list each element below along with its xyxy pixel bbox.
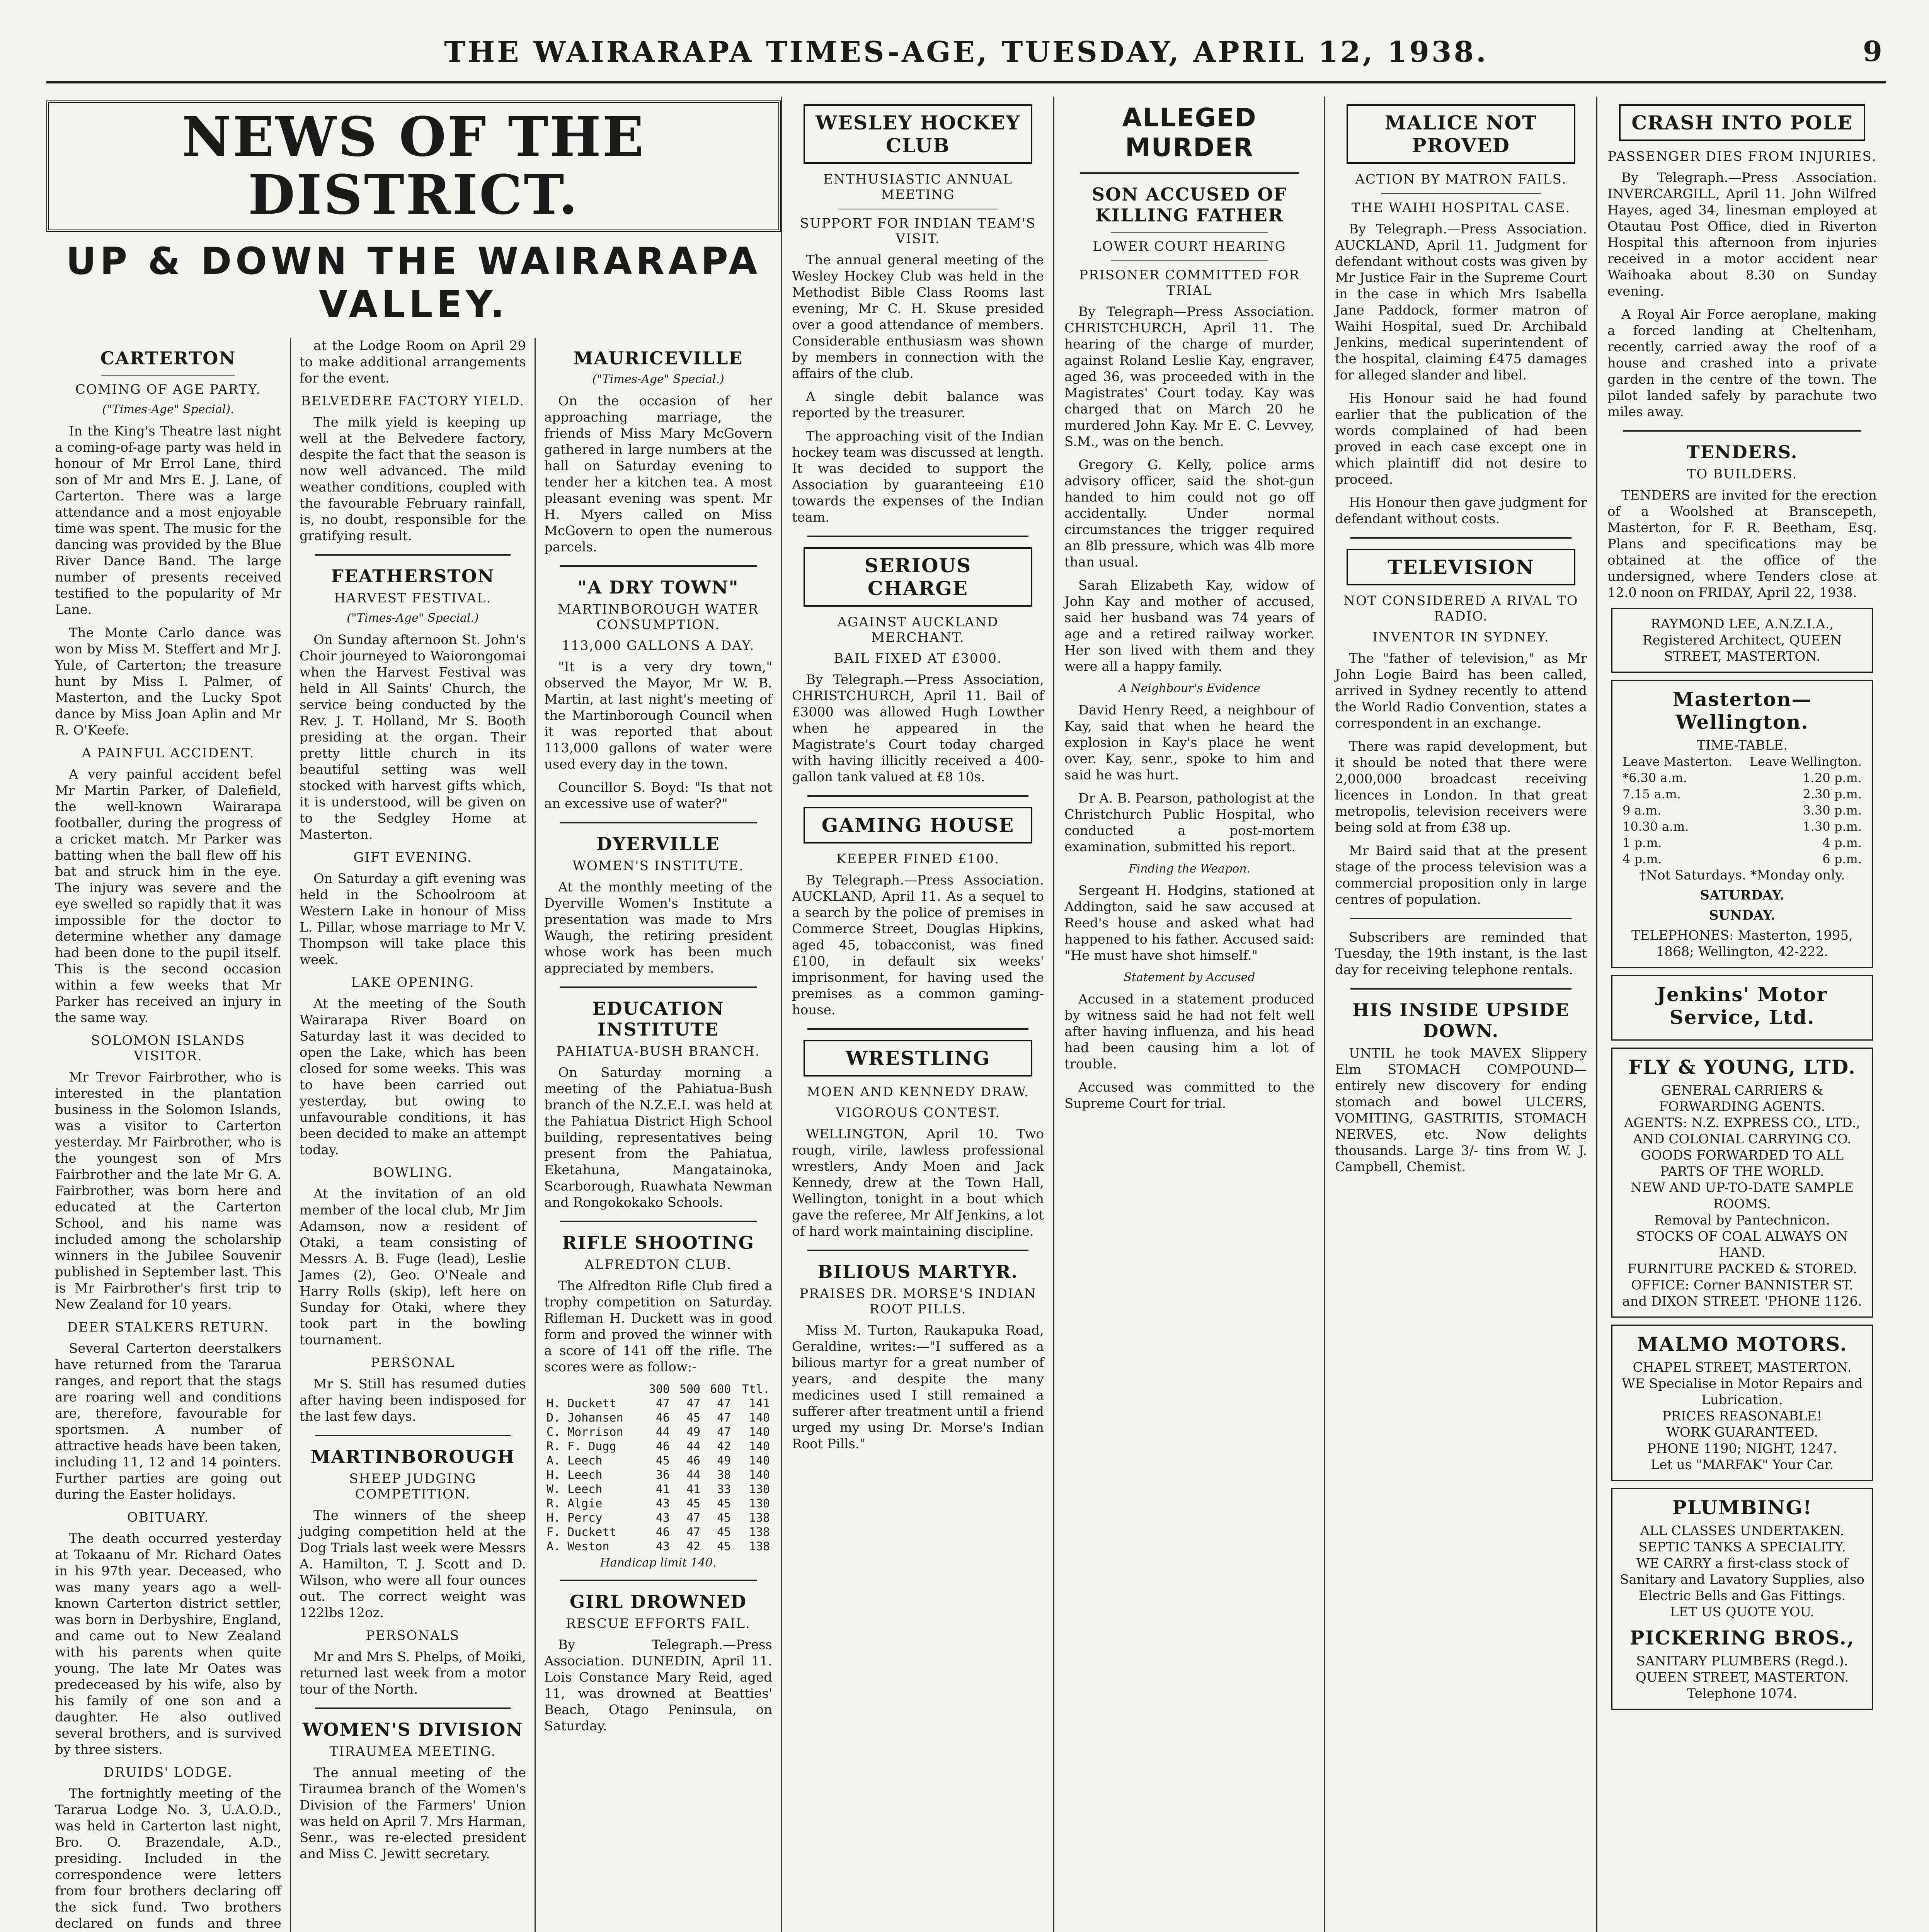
solomon-heading: SOLOMON ISLANDS VISITOR.	[91, 1033, 245, 1064]
mauriceville-heading: MAURICEVILLE	[573, 348, 743, 369]
column-5	[1055, 97, 1324, 1932]
wesley-sub2: SUPPORT FOR INDIAN TEAM'S VISIT.	[800, 216, 1036, 247]
table-row	[544, 1439, 772, 1454]
article-text: His Honour then gave judgment for defendant without costs.	[1335, 495, 1587, 527]
article-text: His Honour said he had found earlier that the publication of the words complained of had been proved in each case except one in which plaintiff did not desire to proceed.	[1335, 391, 1587, 487]
rifle-scores-table	[544, 1382, 772, 1554]
article-text: Councillor S. Boyd: "Is that not an excessive use of water?"	[544, 780, 772, 811]
divider	[1350, 537, 1571, 539]
murder-heading: ALLEGED MURDER	[1122, 103, 1257, 162]
table-cell: 140	[749, 1454, 770, 1468]
table-cell: 138	[749, 1540, 770, 1553]
table-row	[544, 1482, 772, 1497]
divider	[807, 795, 1028, 797]
ad-line: CHAPEL STREET, MASTERTON.	[1633, 1360, 1852, 1375]
article-text: "It is a very dry town," observed the Mayor, Mr W. B. Martin, at last night's meeting of the Martinborough Council when it was reported that about 113,000 gallons of water were used every day in the town.	[544, 659, 772, 772]
article-text: The approaching visit of the Indian hockey team was discussed at length. It was decided to support the Association by guaranteeing £10 towards the expenses of the Indian team.	[792, 429, 1044, 525]
divider	[315, 1435, 511, 1436]
table-cell: 141	[749, 1397, 770, 1410]
divider	[1350, 988, 1571, 990]
ad-line: SANITARY PLUMBERS (Regd.). QUEEN STREET, MASTERTON. Telephone 1074.	[1635, 1653, 1849, 1701]
table-cell: 44	[686, 1440, 701, 1453]
article-text: Sergeant H. Hodgins, stationed at Addington, said he saw accused at Reed's house and asked what had happened to his father. Accused said: "He must have shot himself."	[1064, 883, 1314, 963]
special-note: ("Times-Age" Special.)	[592, 372, 724, 386]
dry-town-sub2: 113,000 GALLONS A DAY.	[562, 638, 755, 653]
malice-heading: MALICE NOT PROVED	[1347, 104, 1575, 164]
table-cell: 6 p.m.	[1822, 852, 1862, 866]
table-cell: 130	[749, 1497, 770, 1510]
fly-young-heading: FLY & YOUNG, LTD.	[1628, 1056, 1856, 1078]
table-cell: 45	[717, 1540, 731, 1553]
article-text: Dr A. B. Pearson, pathologist at the Christchurch Public Hospital, who conducted a post-mortem examination, submitted his report.	[1064, 791, 1314, 855]
handicap-note: Handicap limit 140.	[600, 1556, 717, 1570]
table-cell: F. Duckett	[547, 1526, 616, 1539]
article-text: In the King's Theatre last night a coming-of-age party was held in honour of Mr Errol Lane, third son of Mr and Mrs E. J. Lane, of Carterton. There was a large attendance and a most enjoyable time was spent. The music for the dancing was provided by the Blue River Dance Band. The large number of presents received testified to the popularity of Mr Lane.	[55, 423, 281, 617]
gaming-sub: KEEPER FINED £100.	[836, 851, 1000, 867]
table-cell: 3.30 p.m.	[1803, 803, 1862, 818]
malice-sub: ACTION BY MATRON FAILS.	[1355, 172, 1567, 187]
wesley-heading: WESLEY HOCKEY CLUB	[804, 104, 1032, 164]
table-cell: 46	[655, 1411, 670, 1425]
serious-sub2: BAIL FIXED AT £3000.	[834, 651, 1002, 666]
murder-sub: SON ACCUSED OF KILLING FATHER	[1091, 184, 1287, 226]
table-cell: 1.30 p.m.	[1803, 819, 1862, 834]
ad-line: STOCKS OF COAL ALWAYS ON HAND.	[1636, 1229, 1848, 1260]
wrestling-sub2: VIGOROUS CONTEST.	[835, 1105, 1001, 1121]
table-cell: 138	[749, 1511, 770, 1525]
page-number: 9	[1863, 35, 1882, 68]
article-text: WELLINGTON, April 10. Two rough, virile, lawless professional wrestlers, Andy Moen and Jack Kennedy, drew at the Town Hall, Wellington, tonight in a bout which gave the referee, Mr Alf Jenkins, a lot of hard work maintaining discipline.	[792, 1126, 1044, 1239]
martinborough-heading: MARTINBOROUGH	[310, 1446, 515, 1467]
article-text: On Saturday a gift evening was held in the Schoolroom at Western Lake in honour of Miss L. Pillar, whose marriage to Mr V. Thompson will take place this week.	[300, 871, 526, 968]
crash-heading: CRASH INTO POLE	[1619, 104, 1865, 141]
serious-sub: AGAINST AUCKLAND MERCHANT.	[837, 614, 999, 645]
divider	[1350, 918, 1571, 919]
table-cell: H. Percy	[547, 1511, 603, 1525]
rifle-sub: ALFREDTON CLUB.	[584, 1257, 732, 1272]
table-cell: *6.30 a.m.	[1623, 770, 1687, 785]
advert-text: TENDERS are invited for the erection of a Woolshed at Branscepeth, Masterton, for F. R. Beetham, Esq. Plans and specifications may be obtained at the office of the undersigned, where Tenders close at 12.0 noon on FRIDAY, April 22, 1938.	[1607, 488, 1877, 600]
table-cell: 47	[655, 1397, 670, 1410]
article-text: The Alfredton Rifle Club fired a trophy competition on Saturday. Rifleman H. Duckett was in good form and proved the winner with a score of 141 off the rifle. The scores were as follow:-	[544, 1278, 772, 1375]
column-7	[1598, 97, 1886, 1932]
coming-of-age-heading: COMING OF AGE PARTY.	[75, 382, 261, 397]
table-cell: 49	[686, 1425, 701, 1439]
table-cell: 45	[655, 1454, 670, 1468]
table-cell: 46	[655, 1526, 670, 1539]
table-cell: 45	[686, 1497, 701, 1510]
column-4	[783, 97, 1053, 1932]
ad-line: GENERAL CARRIERS & FORWARDING AGENTS.	[1659, 1083, 1825, 1114]
table-cell: H. Leech	[547, 1468, 603, 1482]
dyerville-sub: WOMEN'S INSTITUTE.	[572, 858, 744, 874]
table-cell: 1 p.m.	[1623, 835, 1662, 850]
tenders-sub: TO BUILDERS.	[1687, 466, 1798, 482]
table-cell: 41	[686, 1483, 701, 1496]
article-text: The winners of the sheep judging competition held at the Dog Trials last week were Messrs A. Hamilton, T. J. Scott and D. Wilson, who were all four ounces out. The correct weight was 122lbs 12oz.	[300, 1508, 526, 1621]
article-text: Miss M. Turton, Raukapuka Road, Geraldine, writes:—"I suffered as a bilious martyr for a great number of years, and despite the many medicines used I still remained a sufferer after treatment until a friend urged my using Dr. Morse's Indian Root Pills."	[792, 1323, 1044, 1452]
television-heading: TELEVISION	[1347, 549, 1575, 585]
ad-line: GOODS FORWARDED TO ALL PARTS OF THE WORLD.	[1640, 1148, 1844, 1179]
table-cell: 43	[655, 1540, 670, 1553]
wrestling-heading: WRESTLING	[804, 1040, 1032, 1077]
table-cell: 44	[655, 1425, 670, 1439]
divider	[1111, 260, 1268, 261]
table-cell: D. Johansen	[547, 1411, 623, 1425]
ad-line: WORK GUARANTEED.	[1666, 1425, 1818, 1440]
table-cell: 140	[749, 1411, 770, 1425]
article-text: Mr Trevor Fairbrother, who is interested in the plantation business in the Solomon Islands, was a visitor to Carterton yesterday. Mr Fairbrother, who is the youngest son of Mrs Fairbrother and the late Mr G. A. Fairbrother, was born here and educated at the Carterton School, and his name was included among the scholarship winners in the Jubilee Souvenir published in September last. This is Mr Fairbrother's first trip to New Zealand for 10 years.	[55, 1070, 281, 1312]
fly-young-ad	[1611, 1048, 1873, 1318]
architect-ad	[1611, 608, 1873, 673]
table-cell: 138	[749, 1526, 770, 1539]
divider	[807, 536, 1028, 537]
murder-sub3: PRISONER COMMITTED FOR TRIAL	[1079, 267, 1300, 298]
table-row	[544, 1411, 772, 1425]
column-rule	[781, 97, 782, 1932]
table-row	[544, 1511, 772, 1525]
wesley-sub: ENTHUSIASTIC ANNUAL MEETING	[823, 172, 1013, 202]
table-cell: 45	[717, 1511, 731, 1525]
special-note: ("Times-Age" Special.)	[347, 611, 479, 625]
table-header-cell: Ttl.	[742, 1383, 770, 1396]
column-rule	[1053, 97, 1054, 1932]
table-row	[1619, 802, 1865, 818]
article-text: At the monthly meeting of the Dyerville Women's Institute a presentation was made to Mrs Waugh, the retiring president whose work has been much appreciated by members.	[544, 879, 772, 976]
table-cell: 1.20 p.m.	[1803, 770, 1862, 785]
article-text: There was rapid development, but it should be noted that there were 2,000,000 broadcast receiving licences in London. In that great metropolis, television receivers were being sold at from £38 up.	[1335, 739, 1587, 835]
article-text: A single debit balance was reported by the treasurer.	[792, 389, 1044, 421]
tenders-heading: TENDERS.	[1686, 442, 1798, 463]
article-text: By Telegraph.—Press Association. AUCKLAND, April 11. As a sequel to a search by the police of premises in Commerce Street, Douglas Hipkins, aged 45, tobacconist, was fined £100, in default six weeks' imprisonment, for having used the premises as a common gaming-house.	[792, 872, 1044, 1018]
table-cell: R. Algie	[547, 1497, 603, 1510]
divider	[1623, 430, 1861, 432]
divider	[1111, 232, 1268, 233]
druids-heading: DRUIDS' LODGE.	[103, 1765, 233, 1780]
table-cell: 4 p.m.	[1822, 835, 1862, 850]
table-header-cell: 500	[679, 1383, 701, 1396]
table-cell: A. Weston	[547, 1540, 610, 1553]
upside-heading: HIS INSIDE UPSIDE DOWN.	[1352, 1000, 1570, 1041]
table-cell: C. Morrison	[547, 1425, 623, 1439]
article-text: Gregory G. Kelly, police arms advisory officer, said the shot-gun handed to him could not go off accidentally. Under normal circumstances the trigger required an 8lb pressure, which was 4lb more than usual.	[1064, 457, 1314, 570]
jenkins-ad	[1611, 975, 1873, 1041]
table-cell: 45	[717, 1526, 731, 1539]
bilious-sub: PRAISES DR. MORSE'S INDIAN ROOT PILLS.	[799, 1286, 1037, 1317]
plumbing-ad	[1611, 1488, 1873, 1710]
table-cell: 140	[749, 1468, 770, 1482]
ad-line: Removal by Pantechnicon.	[1654, 1213, 1830, 1228]
masterton-wellington-heading: Masterton—Wellington.	[1672, 688, 1812, 733]
gaming-house-heading: GAMING HOUSE	[804, 807, 1032, 844]
divider	[560, 565, 757, 567]
table-header-cell: 600	[710, 1383, 731, 1396]
ad-line: LET US QUOTE YOU.	[1670, 1604, 1814, 1620]
divider	[807, 1250, 1028, 1251]
article-text: The Monte Carlo dance was won by Miss M. Steffert and Mr J. Yule, of Carterton; the treasure hunt by Miss I. Palmer, of Masterton, and the Lucky Spot dance by Miss Joan Aplin and Mr R. O'Keefe.	[55, 625, 281, 738]
table-cell: 49	[717, 1454, 731, 1468]
table-cell: 130	[749, 1483, 770, 1496]
divider	[101, 375, 235, 376]
district-title-box	[46, 100, 781, 232]
advert-text: UNTIL he took MAVEX Slippery Elm STOMACH COMPOUND—entirely new discovery for ending stomach and bowel ULCERS, VOMITING, GASTRITIS, STOMACH NERVES, etc. Now delights thousands. Large 3/- tins from W. J. Campbell, Chemist.	[1335, 1046, 1587, 1175]
ad-line: NEW AND UP-TO-DATE SAMPLE ROOMS.	[1630, 1180, 1854, 1212]
dry-town-sub: MARTINBOROUGH WATER CONSUMPTION.	[557, 602, 759, 633]
column-rule	[1324, 97, 1325, 1932]
table-cell: 44	[686, 1468, 701, 1482]
table-row	[544, 1539, 772, 1554]
table-cell: 4 p.m.	[1623, 852, 1662, 866]
table-row	[544, 1468, 772, 1482]
personal-heading: PERSONAL	[371, 1355, 455, 1371]
plumbing-heading: PLUMBING!	[1672, 1496, 1812, 1519]
article-text: The fortnightly meeting of the Tararua Lodge No. 3, U.A.O.D., was held in Carterton last night, Bro. O. Brazendale, A.D., presiding. Included in the correspondence were letters from four brothers declaring off the sick fund. Two brothers declared on funds and three	[55, 1786, 281, 1931]
article-text: On Saturday morning a meeting of the Pahiatua-Bush branch of the N.Z.E.I. was held at the Pahiatua District High School building, representatives being present from the Pahiatua, Eketahuna, Mangatainoka, Scarborough, Ruawhata Newman and Rongokokako Schools.	[544, 1065, 772, 1210]
column-3	[536, 338, 781, 1932]
divider	[560, 1580, 757, 1581]
timetable-table	[1619, 753, 1865, 867]
ad-line: WE CARRY a first-class stock of Sanitary and Lavatory Supplies, also Electric Bells and Gas Fittings.	[1620, 1556, 1864, 1604]
table-header	[1619, 753, 1865, 770]
ad-line: ALL CLASSES UNDERTAKEN. SEPTIC TANKS A SPECIALITY.	[1638, 1523, 1846, 1555]
ad-line: PHONE 1190; NIGHT, 1247.	[1647, 1441, 1837, 1456]
rifle-heading: RIFLE SHOOTING	[562, 1232, 754, 1253]
ad-line: WE Specialise in Motor Repairs and Lubrication.	[1621, 1376, 1863, 1408]
divider	[560, 986, 757, 988]
architect-line: RAYMOND LEE, A.N.Z.I.A., Registered Architect, QUEEN STREET, MASTERTON.	[1642, 616, 1842, 664]
statement-heading: Statement by Accused	[1124, 971, 1255, 984]
murder-sub2: LOWER COURT HEARING	[1093, 239, 1286, 254]
girl-drowned-sub: RESCUE EFFORTS FAIL.	[566, 1616, 751, 1631]
masthead-title: THE WAIRARAPA TIMES-AGE, TUESDAY, APRIL 12, 1938.	[444, 36, 1488, 69]
article-text: The annual meeting of the Tiraumea branch of the Women's Division of the Farmers' Union was held on April 7. Mrs Harman, Senr., was re-elected president and Miss C. Jewitt secretary.	[300, 1765, 526, 1862]
divider	[560, 1221, 757, 1222]
table-cell: 47	[686, 1397, 701, 1410]
article-text: Sarah Elizabeth Kay, widow of John Kay and mother of accused, said her husband was 74 years of age and a retired railway worker. Her son lived with them and they were all a happy family.	[1064, 578, 1314, 674]
table-row	[1619, 770, 1865, 786]
sunday-heading: SUNDAY.	[1709, 908, 1776, 923]
harvest-heading: HARVEST FESTIVAL.	[334, 590, 492, 606]
district-news	[46, 97, 781, 1932]
education-sub: PAHIATUA-BUSH BRANCH.	[556, 1044, 760, 1059]
pickering-heading: PICKERING BROS.,	[1629, 1626, 1855, 1649]
saturday-heading: SATURDAY.	[1700, 888, 1784, 903]
article-text: Several Carterton deerstalkers have returned from the Tararua ranges, and report that the stags are roaring well and conditions are, therefore, favourable for sportsmen. A number of attractive heads have been taken, including 11, 12 and 14 pointers. Further parties are going out during the Easter holidays.	[55, 1341, 281, 1502]
table-cell: 42	[686, 1540, 701, 1553]
divider	[315, 554, 511, 556]
wrestling-sub: MOEN AND KENNEDY DRAW.	[807, 1084, 1029, 1100]
obituary-heading: OBITUARY.	[127, 1510, 209, 1525]
table-cell: 2.30 p.m.	[1803, 787, 1862, 801]
article-text: By Telegraph.—Press Association. AUCKLAND, April 11. Judgment for defendant without costs was given by Mr Justice Fair in the Supreme Court in the case in which Mrs Isabella Jane Paddock, former matron of Waihi Hospital, sued Dr. Archibald Jenkins, medical superintendent of the hospital, claiming £475 damages for alleged slander and libel.	[1335, 221, 1587, 383]
table-cell: 46	[686, 1454, 701, 1468]
table-row	[1619, 818, 1865, 835]
special-note: ("Times-Age" Special).	[102, 403, 234, 416]
article-text: Mr S. Still has resumed duties after having been indisposed for the last few days.	[300, 1376, 526, 1424]
ad-line: AGENTS: N.Z. EXPRESS CO., LTD., AND COLONIAL CARRYING CO.	[1624, 1115, 1861, 1147]
article-text: A Royal Air Force aeroplane, making a forced landing at Cheltenham, recently, carried away the roof of a house and crashed into a private garden in the centre of the town. The pilot landed safely by parachute two miles away.	[1607, 307, 1877, 420]
dyerville-heading: DYERVILLE	[596, 833, 720, 854]
malmo-ad	[1611, 1325, 1873, 1481]
article-text: The "father of television," as Mr John Logie Baird has been called, arrived in Sydney recently to attend the World Radio Convention, states a correspondent in an exchange.	[1335, 651, 1587, 731]
column-6	[1326, 97, 1596, 1932]
crash-sub: PASSENGER DIES FROM INJURIES.	[1607, 149, 1877, 164]
timetable-note: †Not Saturdays. *Monday only.	[1639, 867, 1845, 883]
article-text: At the meeting of the South Wairarapa River Board on Saturday last it was decided to open the Lake, which has been closed for some weeks. This was to have been carried out yesterday, but owing to unfavourable conditions, it has been decided to make an attempt today.	[300, 996, 526, 1158]
table-header-cell	[544, 1382, 642, 1396]
table-row	[544, 1396, 772, 1411]
malice-sub2: THE WAIHI HOSPITAL CASE.	[1351, 200, 1571, 216]
ad-line: FURNITURE PACKED & STORED.	[1627, 1261, 1857, 1277]
table-header-cell: 300	[649, 1383, 670, 1396]
deer-heading: DEER STALKERS RETURN.	[67, 1320, 269, 1335]
column-2	[291, 338, 536, 1932]
table-cell: 140	[749, 1440, 770, 1453]
article-text: By Telegraph—Press Association. CHRISTCHURCH, April 11. The hearing of the charge of murder, against Roland Leslie Kay, engraver, aged 36, was proceeded with in the Magistrates' Court today. Kay was charged that on March 20 he murdered John Kay. Mr E. C. Levvey, S.M., was on the bench.	[1064, 304, 1314, 449]
table-row	[1619, 851, 1865, 867]
serious-charge-heading: SERIOUS CHARGE	[804, 547, 1032, 607]
divider	[560, 822, 757, 823]
article-text: David Henry Reed, a neighbour of Kay, said that when he heard the explosion in Kay's place he went over. Kay, senr., spoke to him and said he was hurt.	[1064, 702, 1314, 783]
article-text: At the invitation of an old member of the local club, Mr Jim Adamson, now a resident of Otaki, a team consisting of Messrs A. B. Fuge (lead), Leslie James (2), Geo. O'Neale and Harry Rolls (skip), left here on Sunday for Otaki, where they took part in the bowling tournament.	[300, 1186, 526, 1348]
ad-line: OFFICE: Corner BANNISTER ST. and DIXON STREET. 'PHONE 1126.	[1622, 1277, 1862, 1309]
table-cell: 47	[717, 1411, 731, 1425]
bilious-heading: BILIOUS MARTYR.	[817, 1261, 1018, 1282]
divider	[807, 1028, 1028, 1030]
accident-heading: A PAINFUL ACCIDENT.	[82, 745, 255, 761]
table-header	[544, 1382, 772, 1396]
lake-heading: LAKE OPENING.	[351, 975, 475, 990]
divider	[1381, 193, 1541, 194]
sheep-heading: SHEEP JUDGING COMPETITION.	[349, 1471, 477, 1502]
table-cell: 9 a.m.	[1623, 803, 1662, 818]
article-text: Accused was committed to the Supreme Court for trial.	[1064, 1080, 1314, 1111]
table-cell: 41	[655, 1483, 670, 1496]
malmo-heading: MALMO MOTORS.	[1637, 1333, 1847, 1355]
telephones-line: TELEPHONES: Masterton, 1995, 1868; Wellington, 42-222.	[1631, 928, 1853, 959]
tiraumea-heading: TIRAUMEA MEETING.	[329, 1744, 496, 1759]
divider	[1080, 172, 1299, 174]
article-text: On Sunday afternoon St. John's Choir journeyed to Waiorongomai when the Harvest Festival was held in All Saints' Church, the service being conducted by the Rev. J. T. Holland, Mr S. Booth presiding at the organ. Their pretty little church in its beautiful setting was well stocked with harvest gifts which, it is understood, will be given on to the Sedgley Home at Masterton.	[300, 632, 526, 842]
article-text: A very painful accident befel Mr Martin Parker, of Dalefield, the well-known Wairarapa footballer, during the progress of a cricket match. Mr Parker was batting when the ball flew off his bat and struck him in the eye. The injury was severe and the eye swelled so rapidly that it was impossible for the doctor to determine whether any damage had been done to the pupil itself. This is the second occasion within a few weeks that Mr Parker has received an injury in the same way.	[55, 767, 281, 1026]
column-rule	[1596, 97, 1597, 1932]
district-banner: UP & DOWN THE WAIRARAPA VALLEY.	[66, 240, 761, 326]
article-text: Mr Baird said that at the present stage of the process television was a commercial proposition only in large centres of population.	[1335, 843, 1587, 907]
neighbour-heading: A Neighbour's Evidence	[1119, 682, 1260, 695]
table-cell: 46	[655, 1440, 670, 1453]
education-heading: EDUCATION INSTITUTE	[592, 998, 724, 1040]
jenkins-heading: Jenkins' Motor Service, Ltd.	[1657, 983, 1828, 1029]
divider	[315, 1708, 511, 1709]
girl-drowned-heading: GIRL DROWNED	[569, 1591, 747, 1612]
table-cell: 45	[686, 1411, 701, 1425]
table-cell: W. Leech	[547, 1483, 603, 1496]
womens-division-heading: WOMEN'S DIVISION	[302, 1719, 523, 1740]
table-row	[1619, 835, 1865, 851]
weapon-heading: Finding the Weapon.	[1128, 862, 1251, 876]
table-cell: H. Duckett	[547, 1397, 616, 1410]
article-text: Accused in a statement produced by witness said he had not felt well after having influenza, and his head had been causing him a lot of trouble.	[1064, 992, 1314, 1072]
timetable-heading: TIME-TABLE.	[1696, 738, 1788, 753]
ad-line: Let us "MARFAK" Your Car.	[1650, 1457, 1834, 1473]
article-text: Subscribers are reminded that Tuesday, the 19th instant, is the last day for receiving telephone rentals.	[1335, 930, 1587, 978]
television-sub2: INVENTOR IN SYDNEY.	[1372, 629, 1549, 645]
table-cell: 47	[686, 1526, 701, 1539]
article-text: The death occurred yesterday at Tokaanu of Mr. Richard Oates in his 97th year. Deceased, who was many years ago a well-known Carterton district settler, was born in Derbyshire, England, and came out to New Zealand with his parents when quite young. The late Mr Oates was predeceased by his wife, also by his family of one son and a daughter. He also outlived several brothers, and is survived by three sisters.	[55, 1531, 281, 1757]
personals-heading: PERSONALS	[366, 1628, 460, 1643]
table-row	[544, 1525, 772, 1539]
table-cell: 47	[717, 1397, 731, 1410]
bowling-heading: BOWLING.	[373, 1165, 453, 1180]
article-text: By Telegraph.—Press Association. DUNEDIN, April 11. Lois Constance Mary Reid, aged 11, was drowned at Beatties' Beach, Otago Peninsula, on Saturday.	[544, 1637, 772, 1734]
article-text: Mr and Mrs S. Phelps, of Moiki, returned last week from a motor tour of the North.	[300, 1649, 526, 1697]
masthead	[46, 23, 1886, 83]
table-cell: A. Leech	[547, 1454, 603, 1468]
article-text: The annual general meeting of the Wesley Hockey Club was held in the Methodist Bible Class Rooms last evening, Mr C. H. Skuse presided over a good attendance of members. Considerable enthusiasm was shown by members in connection with the affairs of the club.	[792, 252, 1044, 381]
gift-heading: GIFT EVENING.	[353, 850, 472, 865]
table-cell: 43	[655, 1497, 670, 1510]
dry-town-heading: "A DRY TOWN"	[577, 577, 739, 598]
table-cell: 38	[717, 1468, 731, 1482]
featherston-heading: FEATHERSTON	[331, 566, 495, 587]
district-title: NEWS OF THE DISTRICT.	[182, 105, 645, 227]
table-cell: R. F. Dugg	[547, 1440, 616, 1453]
table-header-cell: Leave Masterton.	[1623, 754, 1733, 769]
table-cell: 10.30 a.m.	[1623, 819, 1689, 834]
article-text: The milk yield is keeping up well at the Belvedere factory, despite the fact that the season is now well advanced. The mild weather conditions, coupled with the favourable February rainfall, is, no doubt, responsible for the gratifying result.	[300, 415, 526, 544]
article-text: By Telegraph.—Press Association. INVERCARGILL, April 11. John Wilfred Hayes, aged 34, linesman employed at Otautau Post Office, died in Riverton Hospital this afternoon from injuries received in a motor accident near Waihoaka about 8.30 on Sunday evening.	[1607, 170, 1877, 299]
article-text: at the Lodge Room on April 29 to make additional arrangements for the event.	[300, 338, 526, 386]
table-cell: 43	[655, 1511, 670, 1525]
table-row	[544, 1497, 772, 1511]
table-cell: 7.15 a.m.	[1623, 787, 1681, 801]
carterton-heading: CARTERTON	[100, 348, 236, 369]
table-cell: 140	[749, 1425, 770, 1439]
belvedere-heading: BELVEDERE FACTORY YIELD.	[301, 393, 525, 409]
table-cell: 45	[717, 1497, 731, 1510]
table-row	[1619, 786, 1865, 802]
television-sub: NOT CONSIDERED A RIVAL TO RADIO.	[1343, 593, 1578, 624]
article-text: On the occasion of her approaching marriage, the friends of Miss Mary McGovern gathered in large numbers at the hall on Saturday evening to tender her a kitchen tea. A most pleasant evening was spent. Mr H. Myers called on Miss McGovern to open the numerous parcels.	[544, 393, 772, 555]
table-cell: 42	[717, 1440, 731, 1453]
column-1	[46, 338, 291, 1932]
table-cell: 47	[686, 1511, 701, 1525]
table-cell: 33	[717, 1483, 731, 1496]
table-row	[544, 1425, 772, 1439]
ad-line: PRICES REASONABLE!	[1662, 1408, 1822, 1424]
table-header-cell: Leave Wellington.	[1749, 754, 1862, 769]
timetable-ad	[1611, 680, 1873, 968]
article-text: By Telegraph.—Press Association, CHRISTCHURCH, April 11. Bail of £3000 was allowed Hugh Lowther when he appeared in the Magistrate's Court today charged with having illicitly received a 400-gallon tank valued at £8 10s.	[792, 672, 1044, 785]
table-cell: 36	[655, 1468, 670, 1482]
table-row	[544, 1454, 772, 1468]
table-cell: 47	[717, 1425, 731, 1439]
